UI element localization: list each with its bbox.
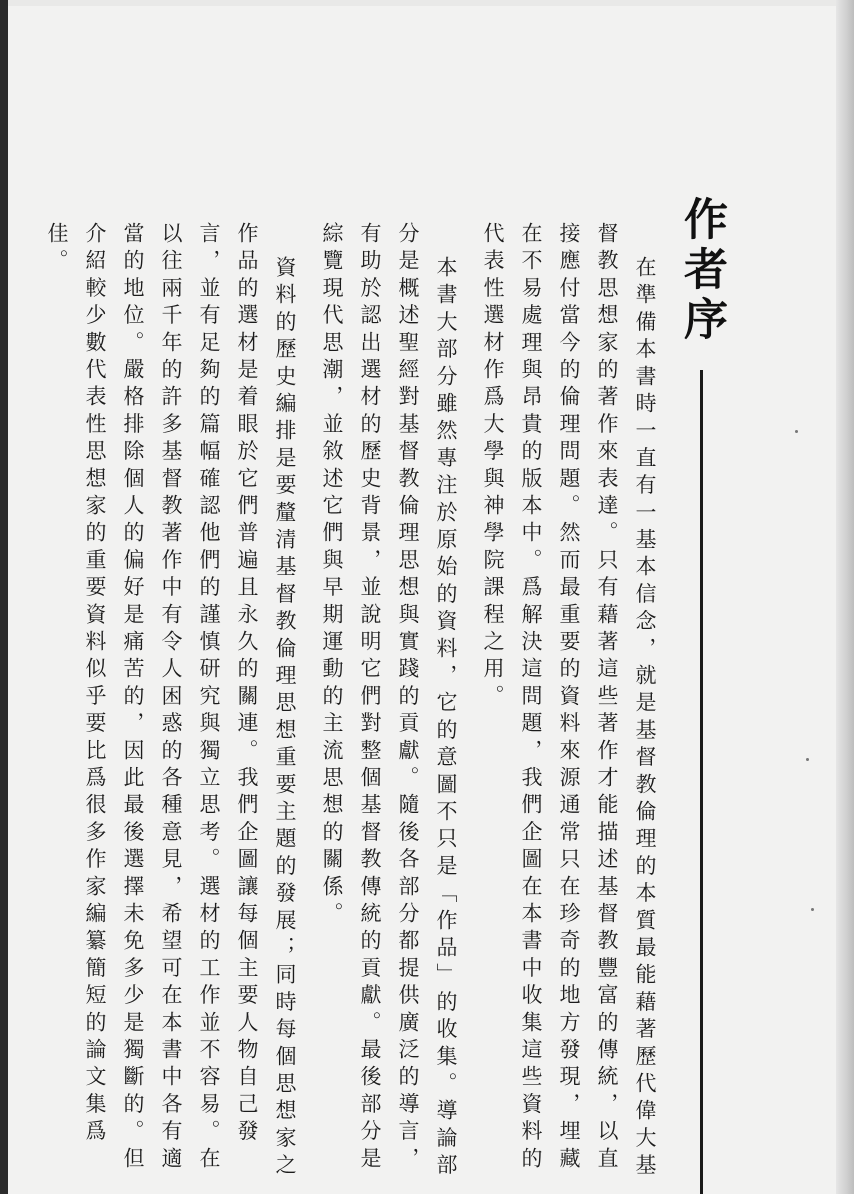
scan-speck — [811, 908, 814, 911]
paragraph-1: 在準備本書時一直有一基本信念，就是基督教倫理的本質最能藉著歷代偉大基督教思想家的著作來表達。只有藉著這些著作才能描述基督教豐富的傳統，以直接應付當今的倫理問題。然而最重要的資料來源通常只在珍奇的地方發現，埋藏在不易處理與昂貴的版本中。爲解決這問題，我們企圖在本書中收集這些資料的代表性選材作爲大學與神學院課程之用。 — [481, 222, 657, 1181]
title-rule — [700, 370, 703, 1194]
page-binding-shadow — [0, 0, 8, 1194]
paragraph-gap — [465, 222, 474, 1182]
paragraph-gap — [304, 222, 313, 1182]
paragraph-2: 本書大部分雖然專注於原始的資料，它的意圖不只是「作品」的收集。導論部分是概述聖經對基督教倫理思想與實踐的貢獻。隨後各部分都提供廣泛的導言，有助於認出選材的歷史背景，並說明它們對整個基督教傳統的貢獻。最後部分是綜覽現代思潮，並敘述它們與早期運動的主流思想的關係。 — [320, 222, 458, 1181]
page-top-shade — [8, 0, 836, 6]
preface-body — [45, 222, 664, 1182]
page-edge-shadow — [836, 0, 854, 1194]
paragraph-3: 資料的歷史編排是要釐清基督教倫理思想重要主題的發展；同時每個思想家之作品的選材是着眼於它們普遍且永久的關連。我們企圖讓每個主要人物自己發言，並有足夠的篇幅確認他們的謹慎研究與獨立思考。選材的工作並不容易。在以往兩千年的許多基督教著作中有令人困惑的各種意見，希望可在本書中各有適當的地位。嚴格排除個人的偏好是痛苦的，因此最後選擇未免多少是獨斷的。但介紹較少數代表性思想家的重要資料似乎要比爲很多作家編纂簡短的論文集爲佳。 — [45, 222, 297, 1181]
scan-speck — [795, 430, 798, 433]
scan-speck — [806, 758, 809, 761]
chapter-title: 作者序 — [676, 196, 727, 346]
